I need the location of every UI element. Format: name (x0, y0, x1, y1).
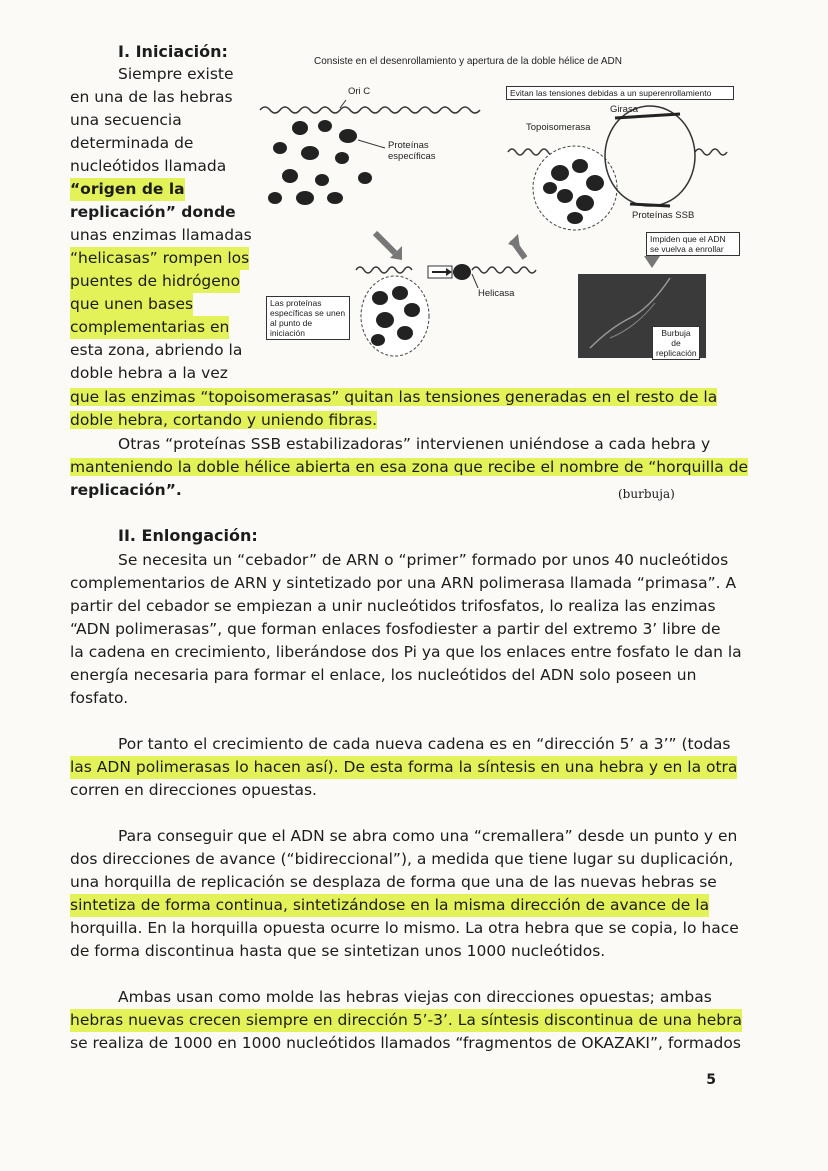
text-line-highlight: manteniendo la doble hélice abierta en esa zona que recibe el nombre de “horquilla de (70, 458, 749, 476)
text-line: doble hebra a la vez (70, 364, 228, 382)
text-line (70, 409, 377, 432)
text-line: replicación”. (70, 481, 182, 499)
ori-c-label: Ori C (348, 86, 371, 97)
text-line: complementarios de ARN y sintetizado por una ARN polimerasa llamada “primasa”. A (70, 574, 737, 592)
text-line: partir del cebador se empiezan a unir nucleótidos trifosfatos, lo realiza las enzimas (70, 597, 716, 615)
text-line-highlight: “helicasas” rompen los (70, 247, 249, 270)
section-2-heading: II. Enlongación: (118, 526, 258, 545)
tensiones-box: Evitan las tensiones debidas a un superenrollamiento (506, 86, 734, 100)
text-line: la cadena en crecimiento, liberándose dos Pi ya que los enlaces entre fosfato le dan la (70, 643, 742, 661)
text-line-highlight: hebras nuevas crecen siempre en dirección 5’-3’. La síntesis discontinua de una hebra (70, 1009, 742, 1032)
text-line-highlight: puentes de hidrógeno (70, 270, 240, 293)
burbuja-box: Burbuja de replicación (652, 326, 700, 360)
text-line: energía necesaria para formar el enlace, los nucleótidos del ADN solo poseen un (70, 666, 697, 684)
text-line: horquilla. En la horquilla opuesta ocurre lo mismo. La otra hebra que se copia, lo hace (70, 919, 739, 937)
helicasa-label: Helicasa (478, 288, 515, 299)
text-line (70, 456, 748, 479)
text-line: unas enzimas llamadas (70, 226, 252, 244)
figure-caption: Consiste en el desenrollamiento y apertura de la doble hélice de ADN (314, 56, 622, 67)
proteinas-ssb-label: Proteínas SSB (632, 210, 695, 221)
text-line-highlight: complementarias en (70, 316, 229, 339)
proteinas-especificas-label: Proteínas específicas (388, 140, 436, 162)
text-line: Siempre existe (118, 65, 234, 83)
text-line: Para conseguir que el ADN se abra como una “cremallera” desde un punto y en (118, 827, 738, 845)
text-line: Ambas usan como molde las hebras viejas con direcciones opuestas; ambas (118, 988, 712, 1006)
text-line: corren en direcciones opuestas. (70, 781, 317, 799)
text-line: fosfato. (70, 689, 129, 707)
text-line: “ADN polimerasas”, que forman enlaces fosfodiester a partir del extremo 3’ libre de (70, 620, 721, 638)
text-line: de forma discontinua hasta que se sintetizan unos 1000 nucleótidos. (70, 942, 606, 960)
text-line: dos direcciones de avance (“bidireccional”), a medida que tiene lugar su duplicación, (70, 850, 734, 868)
section-1-heading: I. Iniciación: (118, 42, 228, 61)
text-line: nucleótidos llamada (70, 157, 227, 175)
dna-replication-figure (250, 48, 750, 363)
text-line: esta zona, abriendo la (70, 341, 243, 359)
text-line: Por tanto el crecimiento de cada nueva cadena es en “dirección 5’ a 3’” (todas (118, 735, 731, 753)
text-line: Se necesita un “cebador” de ARN o “primer” formado por unos 40 nucleótidos (118, 551, 729, 569)
page-number: 5 (706, 1072, 716, 1088)
text-line-highlight: sintetiza de forma continua, sintetizándose en la misma dirección de avance de la (70, 894, 709, 917)
text-line: en una de las hebras (70, 88, 233, 106)
impiden-box: Impiden que el ADN se vuelva a enrollar (646, 232, 740, 256)
text-line: una secuencia (70, 111, 182, 129)
text-line-highlight: que unen bases (70, 293, 193, 316)
text-line-highlight: que las enzimas “topoisomerasas” quitan las tensiones generadas en el resto de la (70, 388, 718, 406)
girasa-label: Girasa (610, 104, 638, 115)
text-line: Otras “proteínas SSB estabilizadoras” intervienen uniéndose a cada hebra y (118, 435, 711, 453)
text-line (70, 386, 717, 409)
text-line-highlight: replicación” donde (70, 203, 236, 221)
text-line-highlight: las ADN polimerasas lo hacen así). De esta forma la síntesis en una hebra y en la otra (70, 756, 737, 779)
text-line-highlight: “origen de la (70, 178, 185, 201)
text-line: determinada de (70, 134, 194, 152)
text-line: una horquilla de replicación se desplaza de forma que una de las nuevas hebras se (70, 873, 717, 891)
proteinas-union-box: Las proteínas específicas se unen al punto de iniciación (266, 296, 350, 340)
topoisomerasa-label: Topoisomerasa (526, 122, 591, 133)
text-line: se realiza de 1000 en 1000 nucleótidos llamados “fragmentos de OKAZAKI”, formados (70, 1034, 741, 1052)
handwritten-note: (burbuja) (618, 487, 675, 501)
text-line-highlight: doble hebra, cortando y uniendo fibras. (70, 411, 378, 429)
